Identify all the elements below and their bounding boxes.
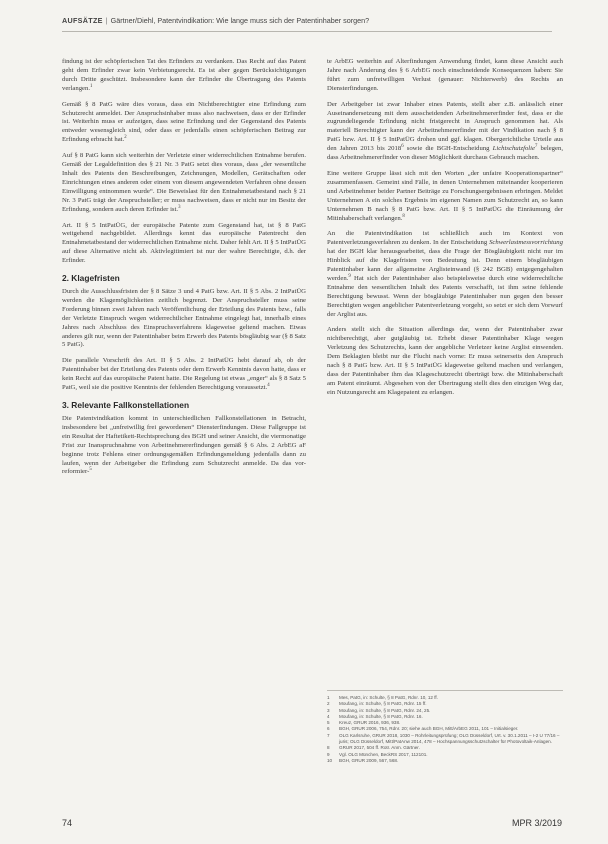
footnote: 8 GRUR 2017, 504 ff. Rotr. Anm. Gärtner. (327, 745, 420, 751)
paragraph: Die parallele Vorschrift des Art. II § 5 Abs. 2 IntPatÜG hebt darauf ab, ob der Patentinhaber bei der Erteilung des Patents oder dem Erwerb Kenntnis davon hatte, dass er kein Recht auf das europäische Patent hatte. Die Regelung ist etwas „enger“ als § 8 Satz 5 PatG, weil sie die positive Kenntnis der fehlenden Berechtigung voraussetzt.$^4$ (62, 357, 306, 392)
paragraph: Gemäß § 8 PatG wäre dies voraus, dass ein Nichtberechtigter eine Erfindung zum Schutzrecht anmeldet. Der Anspruchsinhaber muss also nachweisen, dass er der Erfinder ist. Weiterhin muss er aufzeigen, dass seine Erfindung und der Gegenstand des Patents entweder wesensgleich sind, oder dass er jedenfalls einen schöpferischen Beitrag zur Erfindung erbracht hat.$^2$ (62, 100, 306, 144)
running-header (62, 16, 562, 29)
paragraph: An die Patentvindikation ist schließlich auch im Kontext von Patentverletzungsverfahren zu denken. In der Entscheidung Schwerlastmessvorrichtung hat der BGH klar herausgearbeitet, dass die Frage der Bösgläubigkeit nicht nur im Hinblick auf die Klagefristen von Bedeutung ist. Denn einem bösgläubigen Patentinhaber kann der allgemeine Arglisteinwand (§ 242 BGB) entgegengehalten werden.$^9$ Hat sich der Patentinhaber also beispielsweise durch eine widerrechtliche Entnahme den wesentlichen Inhalt des Patents verschafft, ist ihm seine fehlende Berechtigung bewusst. Wenn der bösgläubige Patentinhaber nun gegen den besser Berechtigten wegen angeblicher Patentverletzung vorgeht, so setzt er sich dem Vorwurf der Arglist aus. (327, 230, 563, 318)
paragraph: findung ist der schöpferischen Tat des Erfinders zu verdanken. Das Recht auf das Patent geht dem Erfinder zwar kein Verbietungsrecht. Es ist aber gegen Berücksichtigungen durch Dritte geschützt. Insbesondere kann der Erfinder die Übertragung des Patents verlangen.$^1$ (62, 58, 306, 92)
footnote: 6 BGH, GRUR 2006, 754, Rdnr. 20; siehe auch BGH, Mitt/ArbEG 2011, 101 – Initialsieger. (327, 726, 519, 732)
right-column (327, 58, 563, 405)
paragraph: te ArbEG weiterhin auf Alterfindungen Anwendung findet, kann diese Ansicht auch Jahre nach Änderung des § 6 ArbEG noch einschneidende Konsequenzen haben: Sie führt zum unfreiwilligen Verlust (genauer: Nichterwerb) des Rechts an Diensterfindungen. (327, 58, 563, 92)
footnote: 5 Kreuz, GRUR 2016, 936, 938. (327, 720, 401, 726)
running-title: Gärtner/Diehl, Patentvindikation: Wie lange muss sich der Patentinhaber sorgen? (110, 16, 370, 25)
footnote-ref: 1 (90, 83, 93, 89)
section-heading: 2. Klagefristen (62, 273, 120, 284)
footnote-ref: 4 (267, 382, 270, 388)
journal-issue: MPR 3/2019 (511, 818, 562, 828)
case-name: Lichtschutzfolie (492, 145, 535, 153)
footnotes (327, 690, 563, 764)
footnote: 2 Moufang, in: Schulte, § 8 PatG, Rdnr. 15 ff. (327, 701, 427, 707)
section-tag: AUFSÄTZE (62, 16, 103, 25)
footnote: 7 OLG Karlsruhe, GRUR 2018, 1030 – Rohrleitungsprüfung; OLG Düsseldorf, Urt. v. 30.1.2011 – I-2 U 77/16 – juris; OLG Düsseldorf, Mitt/PatAnw 2014, 478 – Hochspannungsschutzschalter für Photovoltaik-Anlagen. (327, 732, 560, 745)
paragraph: Die Patentvindikation kommt in unterschiedlichen Fallkonstellationen in Betracht, insbesondere bei „unfreiwillig frei gewordenen“ Diensterfindungen. Diese Fallgruppe ist ein Resultat der Haftetikett-Rechtsprechung des BGH und seiner Ansicht, die viermonatige Frist zur Inanspruchnahme von Arbeitnehmererfindungen gemäß § 6 Abs. 2 ArbEG aF beginne trotz Fehlens einer ordnungsgemäßen Erfindungsmeldung jedenfalls dann zu laufen, wenn der Arbeitgeber die Erfindung zum Schutzrecht anmelde. Da das vor-reformier-$^5$ (62, 415, 306, 476)
footnote: 10 BGH, GRUR 2009, 567, 568. (327, 757, 399, 763)
footnote-ref: 2 (124, 135, 127, 141)
paragraph: Durch die Ausschlussfristen der § 8 Sätze 3 und 4 PatG bzw. Art. II § 5 Abs. 2 IntPatÜG werden die Klagemöglichkeiten zeitlich begrenzt. Der Anspruchsteller muss seine Forderung binnen zwei Jahren nach Veröffentlichung der Erteilung des Patents bzw., falls der Verletzte Einspruch wegen widerrechtlicher Entnahme eingelegt hat, innerhalb eines Jahres nach Abschluss des Einspruchsverfahrens klageweise geltend machen. Etwas anderes gilt nur, wenn der Patentinhaber beim Erwerb des Patents bösgläubig war (§ 8 Satz 5 PatG). (62, 288, 306, 349)
section-heading: 3. Relevante Fallkonstellationen (62, 400, 190, 410)
footnote-ref: 7 (535, 143, 538, 149)
footnote: 4 Moufang, in: Schulte, § 8 PatG, Rdnr. 16. (327, 713, 423, 719)
footnote: 3 Moufang, in: Schulte, § 8 PatG, Rdnr. 24, 25. (327, 707, 431, 713)
page-number: 74 (62, 818, 73, 828)
paragraph: Der Arbeitgeber ist zwar Inhaber eines Patents, stellt aber z.B. anlässlich einer Auseinandersetzung mit dem ausscheidenden Arbeitnehmererfinder fest, dass er die zugrundeliegende Erfindung nicht fristgerecht in Anspruch genommen hat. Als materiell Berechtigter kann der Arbeitnehmererfinder mit der Vindikation nach § 8 PatG bzw. Art. II § 5 IntPatÜG drohen und ggf. klagen. Obergerichtliche Urteile aus den Jahren 2013 bis 2018$^6$ sowie die BGH-Entscheidung Lichtschutzfolie$^7$ belegen, dass Arbeitnehmererfinder von dieser Möglichkeit durchaus Gebrauch machen. (327, 100, 564, 162)
footnote: 9 Vgl. OLG München, BeckRS 2017, 112101. (327, 751, 428, 757)
paragraph: Art. II § 5 IntPatÜG, der europäische Patente zum Gegenstand hat, ist § 8 PatG weitgehend nachgebildet. Allerdings kennt das europäische Patentrecht den Entnahmetatbestand der widerrechtlichen Entnahme nicht. Daher fehlt Art. II § 5 IntPatÜG auf diese Alternative nicht ab. Aktivlegitimiert ist nur der wahre Berechtigte, d.h. der Erfinder. (62, 221, 306, 265)
footnote: 1 Mes, PatG, in: Schulte, § 8 PatG, Rdnr. 10, 12 ff. (327, 695, 438, 700)
footnote-ref: 8 (402, 213, 405, 219)
header-rule (62, 31, 552, 32)
paragraph: Auf § 8 PatG kann sich weiterhin der Verletzte einer widerrechtlichen Entnahme berufen. Gemäß der Legaldefinition des § 21 Nr. 3 PatG setzt dies voraus, dass „der wesentliche Inhalt des Patents den Beschreibungen, Zeichnungen, Modellen, Gerätschaften oder Einrichtungen eines anderen oder einem von diesem angewendeten Verfahren ohne dessen Einwilligung entnommen wurde“. Die Beweislast für den Entnahmetatbestand nach § 21 Nr. 3 PatG trägt der Anspruchsteller; er muss nachweisen, dass er nicht nur im Besitz der Erfindung, sondern auch deren Erfinder ist.$^3$ (62, 152, 306, 213)
footnote-ref: 5 (89, 467, 92, 473)
footnote-ref: 3 (178, 204, 181, 210)
header-separator: | (105, 16, 108, 25)
left-column (62, 58, 306, 484)
paragraph: Eine weitere Gruppe lässt sich mit den Worten „der unfaire Kooperationspartner“ zusammenfassen. Gemeint sind Fälle, in denen Unternehmen miteinander kooperieren und Arbeitnehmer beider Partner Beiträge zu Forschungsergebnissen erbringen. Meldet Unternehmen A ein solches Ergebnis im eigenen Namen zum Schutzrecht an, so kann Unternehmen B nach § 8 PatG bzw. Art. II § 5 IntPatÜG die Einräumung der Mitinhaberschaft verlangen.$^8$ (327, 169, 563, 222)
footnote-ref: 6 (401, 143, 404, 149)
case-name: Schwerlastmessvorrichtung (489, 239, 563, 247)
footnote-ref: 9 (348, 273, 351, 279)
paragraph: Anders stellt sich die Situation allerdings dar, wenn der Patentinhaber zwar nichtberechtigt, aber gutgläubig ist. Erhebt dieser Patentinhaber Klage wegen Verletzung des Schutzrechts, kann der angebliche Verletzer keine Arglist einwenden. Dem Beklagten bleibt nur die Flucht nach vorne: Er muss seinerseits den Anspruch nach § 8 PatG bzw. Art. II § 5 IntPatÜG klageweise geltend machen und verlangen, dass der Patentinhaber ihm das Klageschutzrecht überträgt bzw. die Mitinhaberschaft am Patent einräumt. Abgesehen von der Übertragung stellt dies den einzigen Weg dar, ein Nutzungsrecht am Klagepatent zu erlangen. (327, 326, 563, 396)
